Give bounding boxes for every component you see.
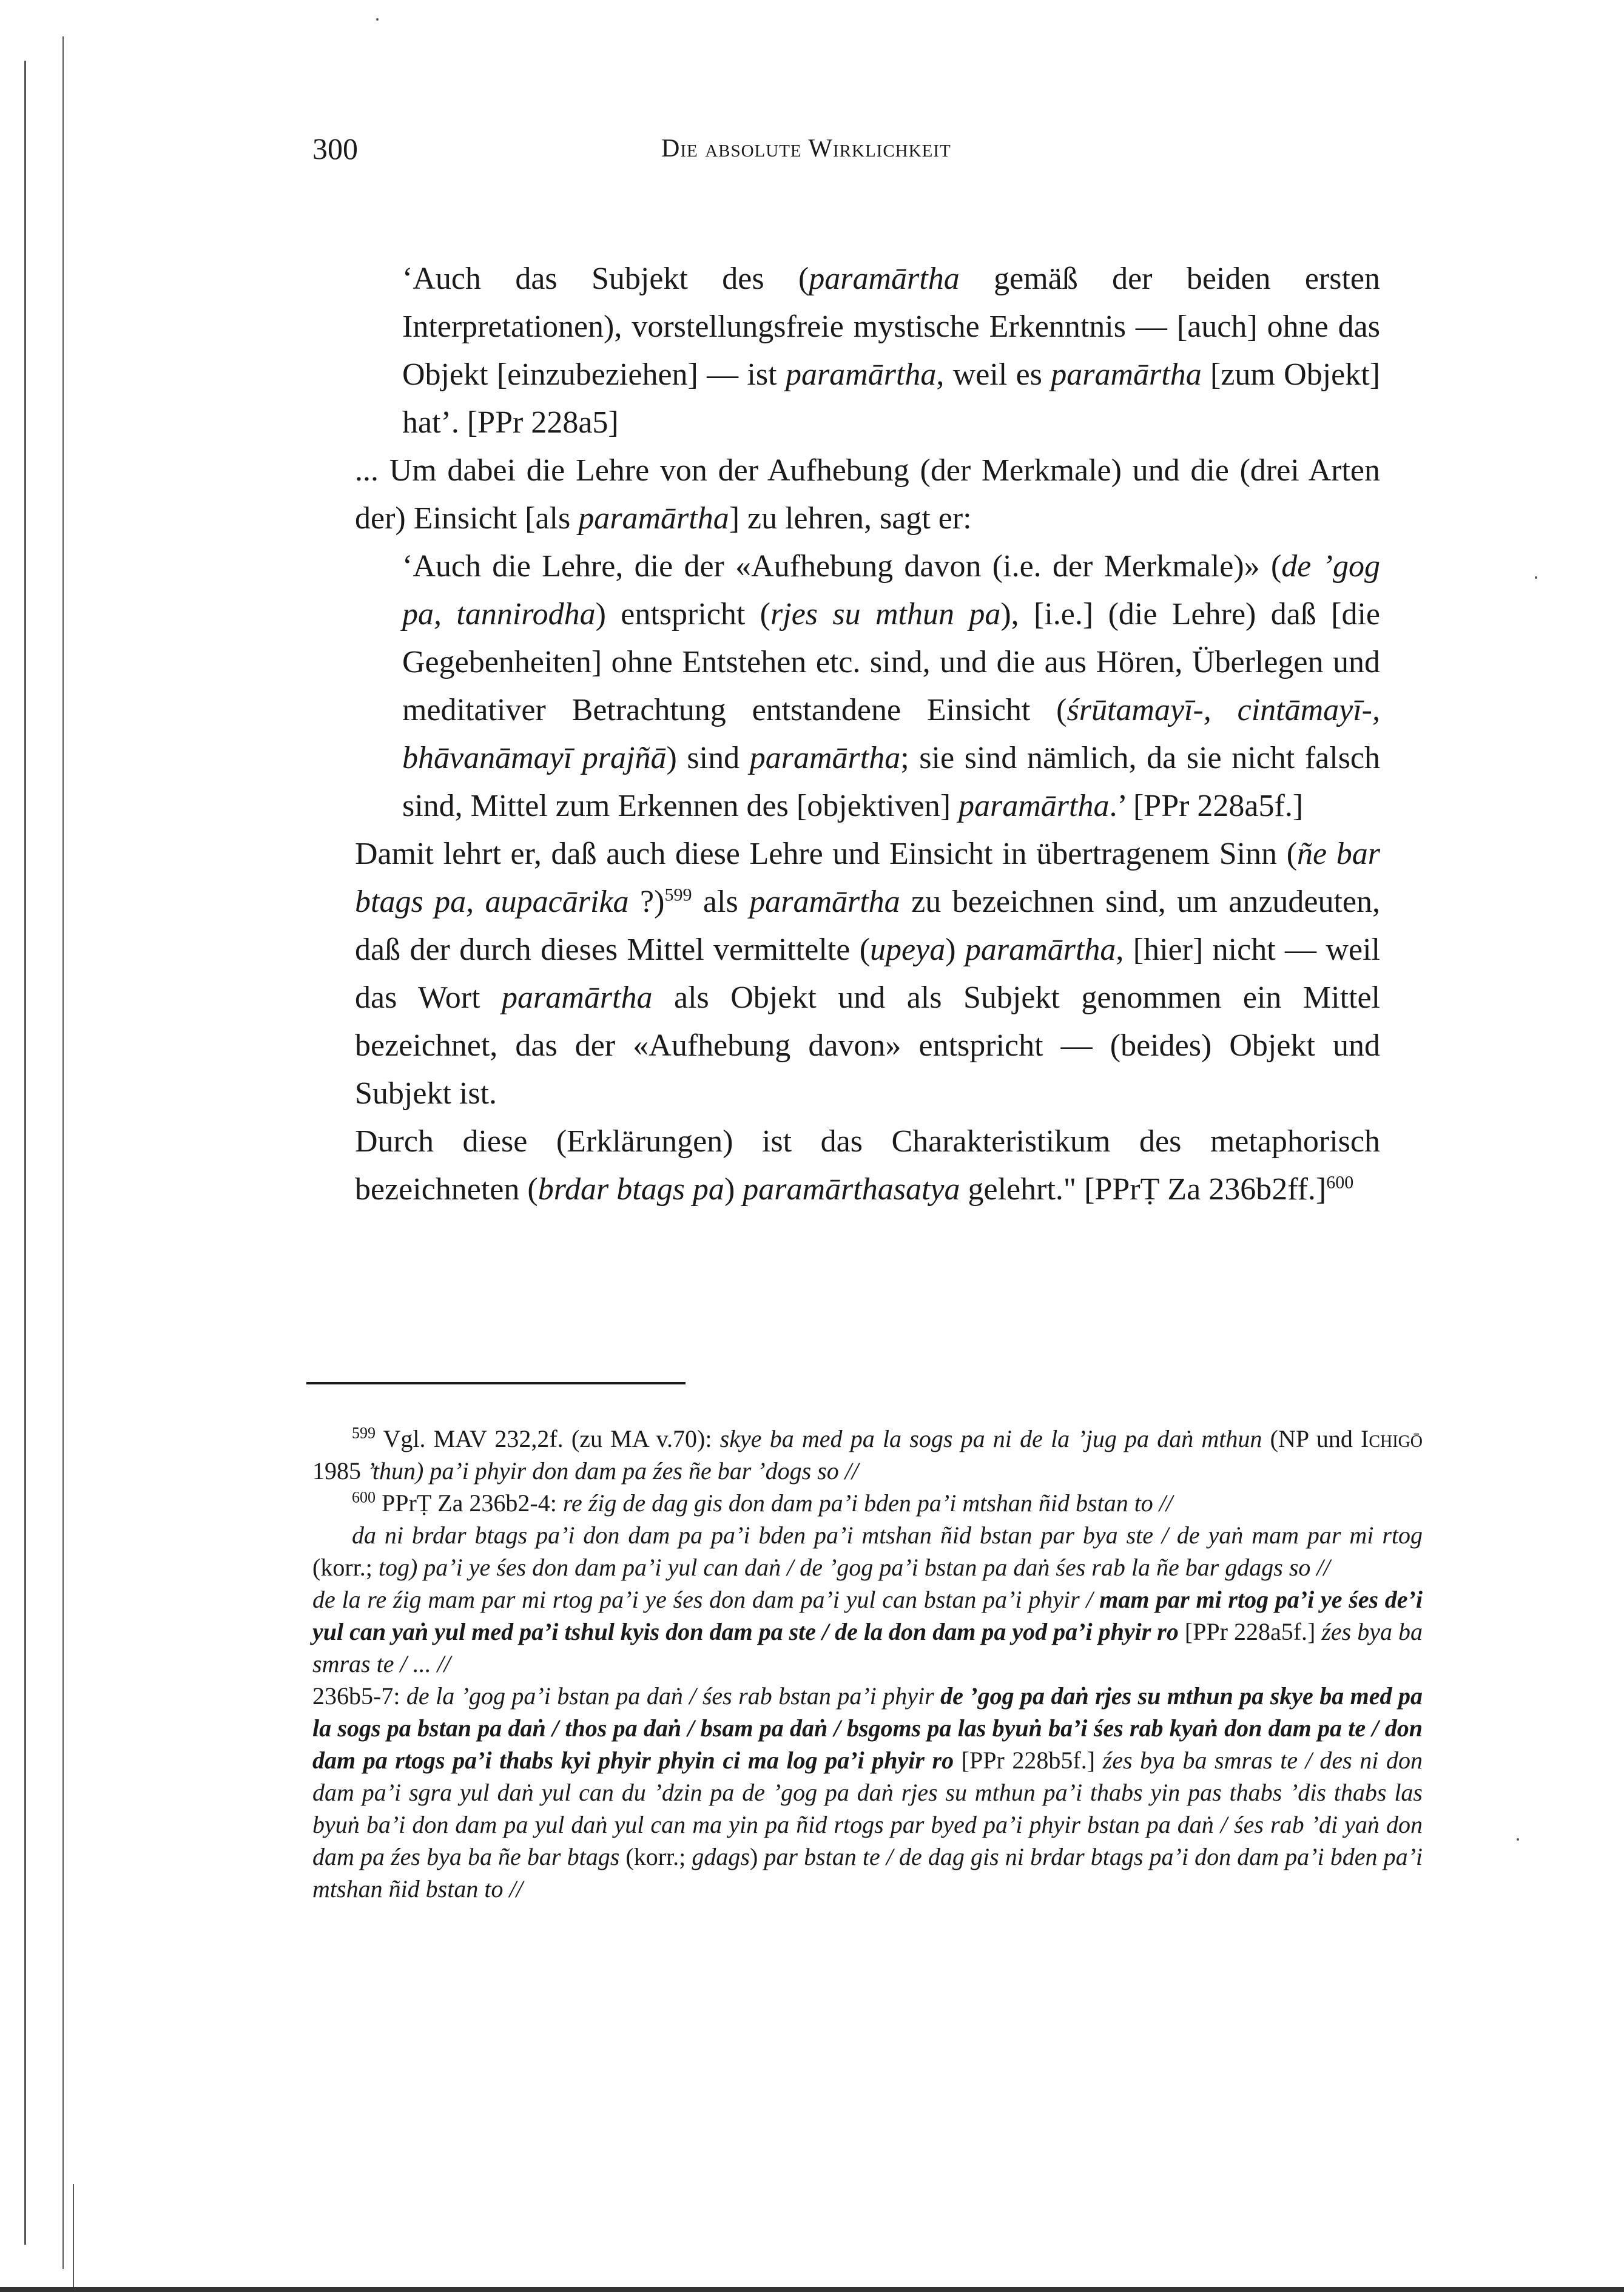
scan-bottom-line	[0, 2287, 1624, 2292]
footnote-600-line: 236b5-7: de la ’gog pa’i bstan pa daṅ / śes rab bstan pa’i phyir de ’gog pa daṅ rjes su mthun pa skye ba med pa la sogs pa bstan pa daṅ / thos pa daṅ / bsam pa daṅ / bsgoms pa las byuṅ ba’i śes rab kyaṅ don dam pa te / don dam pa rtogs pa’i thabs kyi phyir phyin ci ma log pa’i phyir ro [PPr 228b5f.] źes bya ba smras te / des ni don dam pa’i sgra yul daṅ yul can du ’dzin pa de ’gog pa daṅ rjes su mthun pa’i thabs yin pas thabs ’dis thabs las byuṅ ba’i don dam pa yul daṅ yul can ma yin pa ñid rtogs par byed pa’i phyir bstan pa daṅ / śes rab ’di yaṅ don dam pa źes bya ba ñe bar btags (korr.; gdags) par bstan te / de dag gis ni brdar btags pa’i don dam pa’i bden pa’i mtshan ñid bstan to //	[312, 1682, 1423, 1903]
scan-speck	[1517, 1838, 1519, 1841]
text-paragraph: Durch diese (Erklärungen) ist das Charakteristikum des metaphorisch bezeichneten (brdar btags pa) paramārthasatya gelehrt." [PPrṬ Za 236b2ff.]$^{600}$	[355, 1124, 1380, 1207]
scan-edge-line	[73, 2184, 74, 2287]
footnote-600-line: da ni brdar btags pa’i don dam pa pa’i bden pa’i mtshan ñid bstan par bya ste / de yaṅ mam par mi rtog (korr.; tog) pa’i ye śes don dam pa’i yul can daṅ / de ’gog pa’i bstan pa daṅ śes rab la ñe bar gdags so //	[312, 1522, 1423, 1581]
footnote-ref[interactable]: 599	[664, 885, 692, 905]
footnote-number: 600	[352, 1488, 376, 1506]
footnotes	[312, 1423, 1423, 1905]
scan-edge-line	[62, 36, 64, 2269]
footnote-separator	[306, 1382, 686, 1384]
running-head: Die absolute Wirklichkeit	[661, 135, 951, 163]
footnote-599: $^{599}$ Vgl. MAV 232,2f. (zu MA v.70): skye ba med pa la sogs pa ni de la ’jug pa daṅ mthun (NP und Ichigō 1985 ’thun) pa’i phyir don dam pa źes ñe bar ’dogs so //	[312, 1424, 1423, 1485]
footnote-ref[interactable]: 600	[1326, 1172, 1354, 1193]
page-number: 300	[312, 132, 358, 166]
quote-paragraph: ‘Auch das Subjekt des (paramārtha gemäß der beiden ersten Interpretationen), vorstellungsfreie mystische Erkenntnis — [auch] ohne das Objekt [einzubeziehen] — ist paramārtha, weil es paramārtha [zum Objekt] hat’. [PPr 228a5]	[402, 261, 1381, 440]
main-text	[355, 255, 1380, 1213]
scan-speck	[376, 18, 379, 21]
text-paragraph: Damit lehrt er, daß auch diese Lehre und Einsicht in übertragenem Sinn (ñe bar btags pa, aupacārika ?)$^{599}$ als paramārtha zu bezeichnen sind, um anzudeuten, daß der durch dieses Mittel vermittelte (upeya) paramārtha, [hier] nicht — weil das Wort paramārtha als Objekt und als Subjekt genommen ein Mittel bezeichnet, das der «Aufhebung davon» entspricht — (beides) Objekt und Subjekt ist.	[355, 837, 1381, 1111]
scan-speck	[1535, 576, 1537, 579]
footnote-600: $^{600}$ PPrṬ Za 236b2-4: re źig de dag gis don dam pa’i bden pa’i mtshan ñid bstan to //	[352, 1488, 1173, 1517]
text-paragraph: ... Um dabei die Lehre von der Aufhebung (der Merkmale) und die (drei Arten der) Einsicht [als paramārtha] zu lehren, sagt er:	[355, 453, 1380, 536]
scan-edge-line	[24, 61, 26, 2245]
footnote-number: 599	[352, 1424, 376, 1442]
page-header	[0, 124, 1624, 173]
footnote-600-line: de la re źig mam par mi rtog pa’i ye śes don dam pa’i yul can bstan pa’i phyir / mam par mi rtog pa’i ye śes de’i yul can yaṅ yul med pa’i tshul kyis don dam pa ste / de la don dam pa yod pa’i phyir ro [PPr 228a5f.] źes bya ba smras te / ... //	[312, 1586, 1423, 1677]
quote-paragraph: ‘Auch die Lehre, die der «Aufhebung davon (i.e. der Merkmale)» (de ’gog pa, tannirodha) entspricht (rjes su mthun pa), [i.e.] (die Lehre) daß [die Gegebenheiten] ohne Entstehen etc. sind, und die aus Hören, Überlegen und meditativer Betrachtung entstandene Einsicht (śrūtamayī-, cintāmayī-, bhāvanāmayī prajñā) sind paramārtha; sie sind nämlich, da sie nicht falsch sind, Mittel zum Erkennen des [objektiven] paramārtha.’ [PPr 228a5f.]	[402, 549, 1381, 823]
